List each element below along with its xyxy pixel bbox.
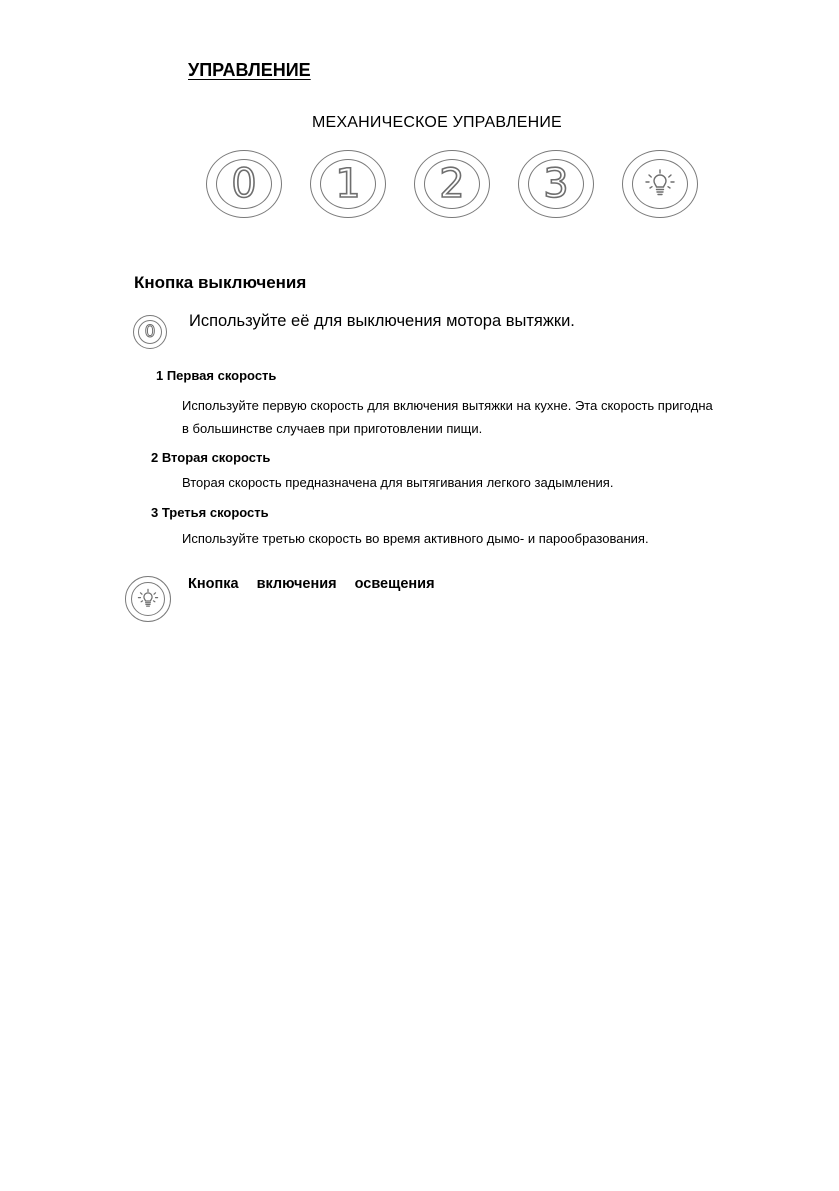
- zero-icon: 0: [231, 161, 257, 207]
- light-bulb-icon: [641, 167, 679, 201]
- zero-icon: 0: [144, 321, 156, 342]
- speed-2-button[interactable]: [414, 150, 490, 218]
- control-panel: [200, 150, 720, 220]
- speed-2-heading: 2 Вторая скорость: [151, 450, 271, 465]
- light-button-icon: [125, 576, 171, 622]
- control-type-subtitle: МЕХАНИЧЕСКОЕ УПРАВЛЕНИЕ: [312, 114, 562, 131]
- off-button-description: Используйте её для выключения мотора вытяжки.: [189, 312, 575, 330]
- three-icon: 3: [543, 161, 569, 207]
- two-icon: 2: [439, 161, 465, 207]
- speed-3-button[interactable]: [518, 150, 594, 218]
- off-button-heading: Кнопка выключения: [134, 273, 307, 292]
- off-button[interactable]: [206, 150, 282, 218]
- speed-1-text-line-1: Используйте первую скорость для включения вытяжки на кухне. Эта скорость пригодна: [182, 398, 713, 413]
- off-button-icon: [133, 315, 167, 349]
- speed-1-button[interactable]: [310, 150, 386, 218]
- light-bulb-icon: [135, 587, 161, 611]
- light-button-label: Кнопка включения освещения: [188, 576, 435, 592]
- page-title: УПРАВЛЕНИЕ: [188, 60, 311, 80]
- speed-1-heading: 1 Первая скорость: [156, 368, 277, 383]
- light-button[interactable]: [622, 150, 698, 218]
- one-icon: 1: [335, 161, 361, 207]
- speed-2-text: Вторая скорость предназначена для вытягивания легкого задымления.: [182, 475, 614, 490]
- speed-1-text-line-2: в большинстве случаев при приготовлении пищи.: [182, 421, 483, 436]
- speed-3-heading: 3 Третья скорость: [151, 505, 269, 520]
- speed-3-text: Используйте третью скорость во время активного дымо- и парообразования.: [182, 531, 649, 546]
